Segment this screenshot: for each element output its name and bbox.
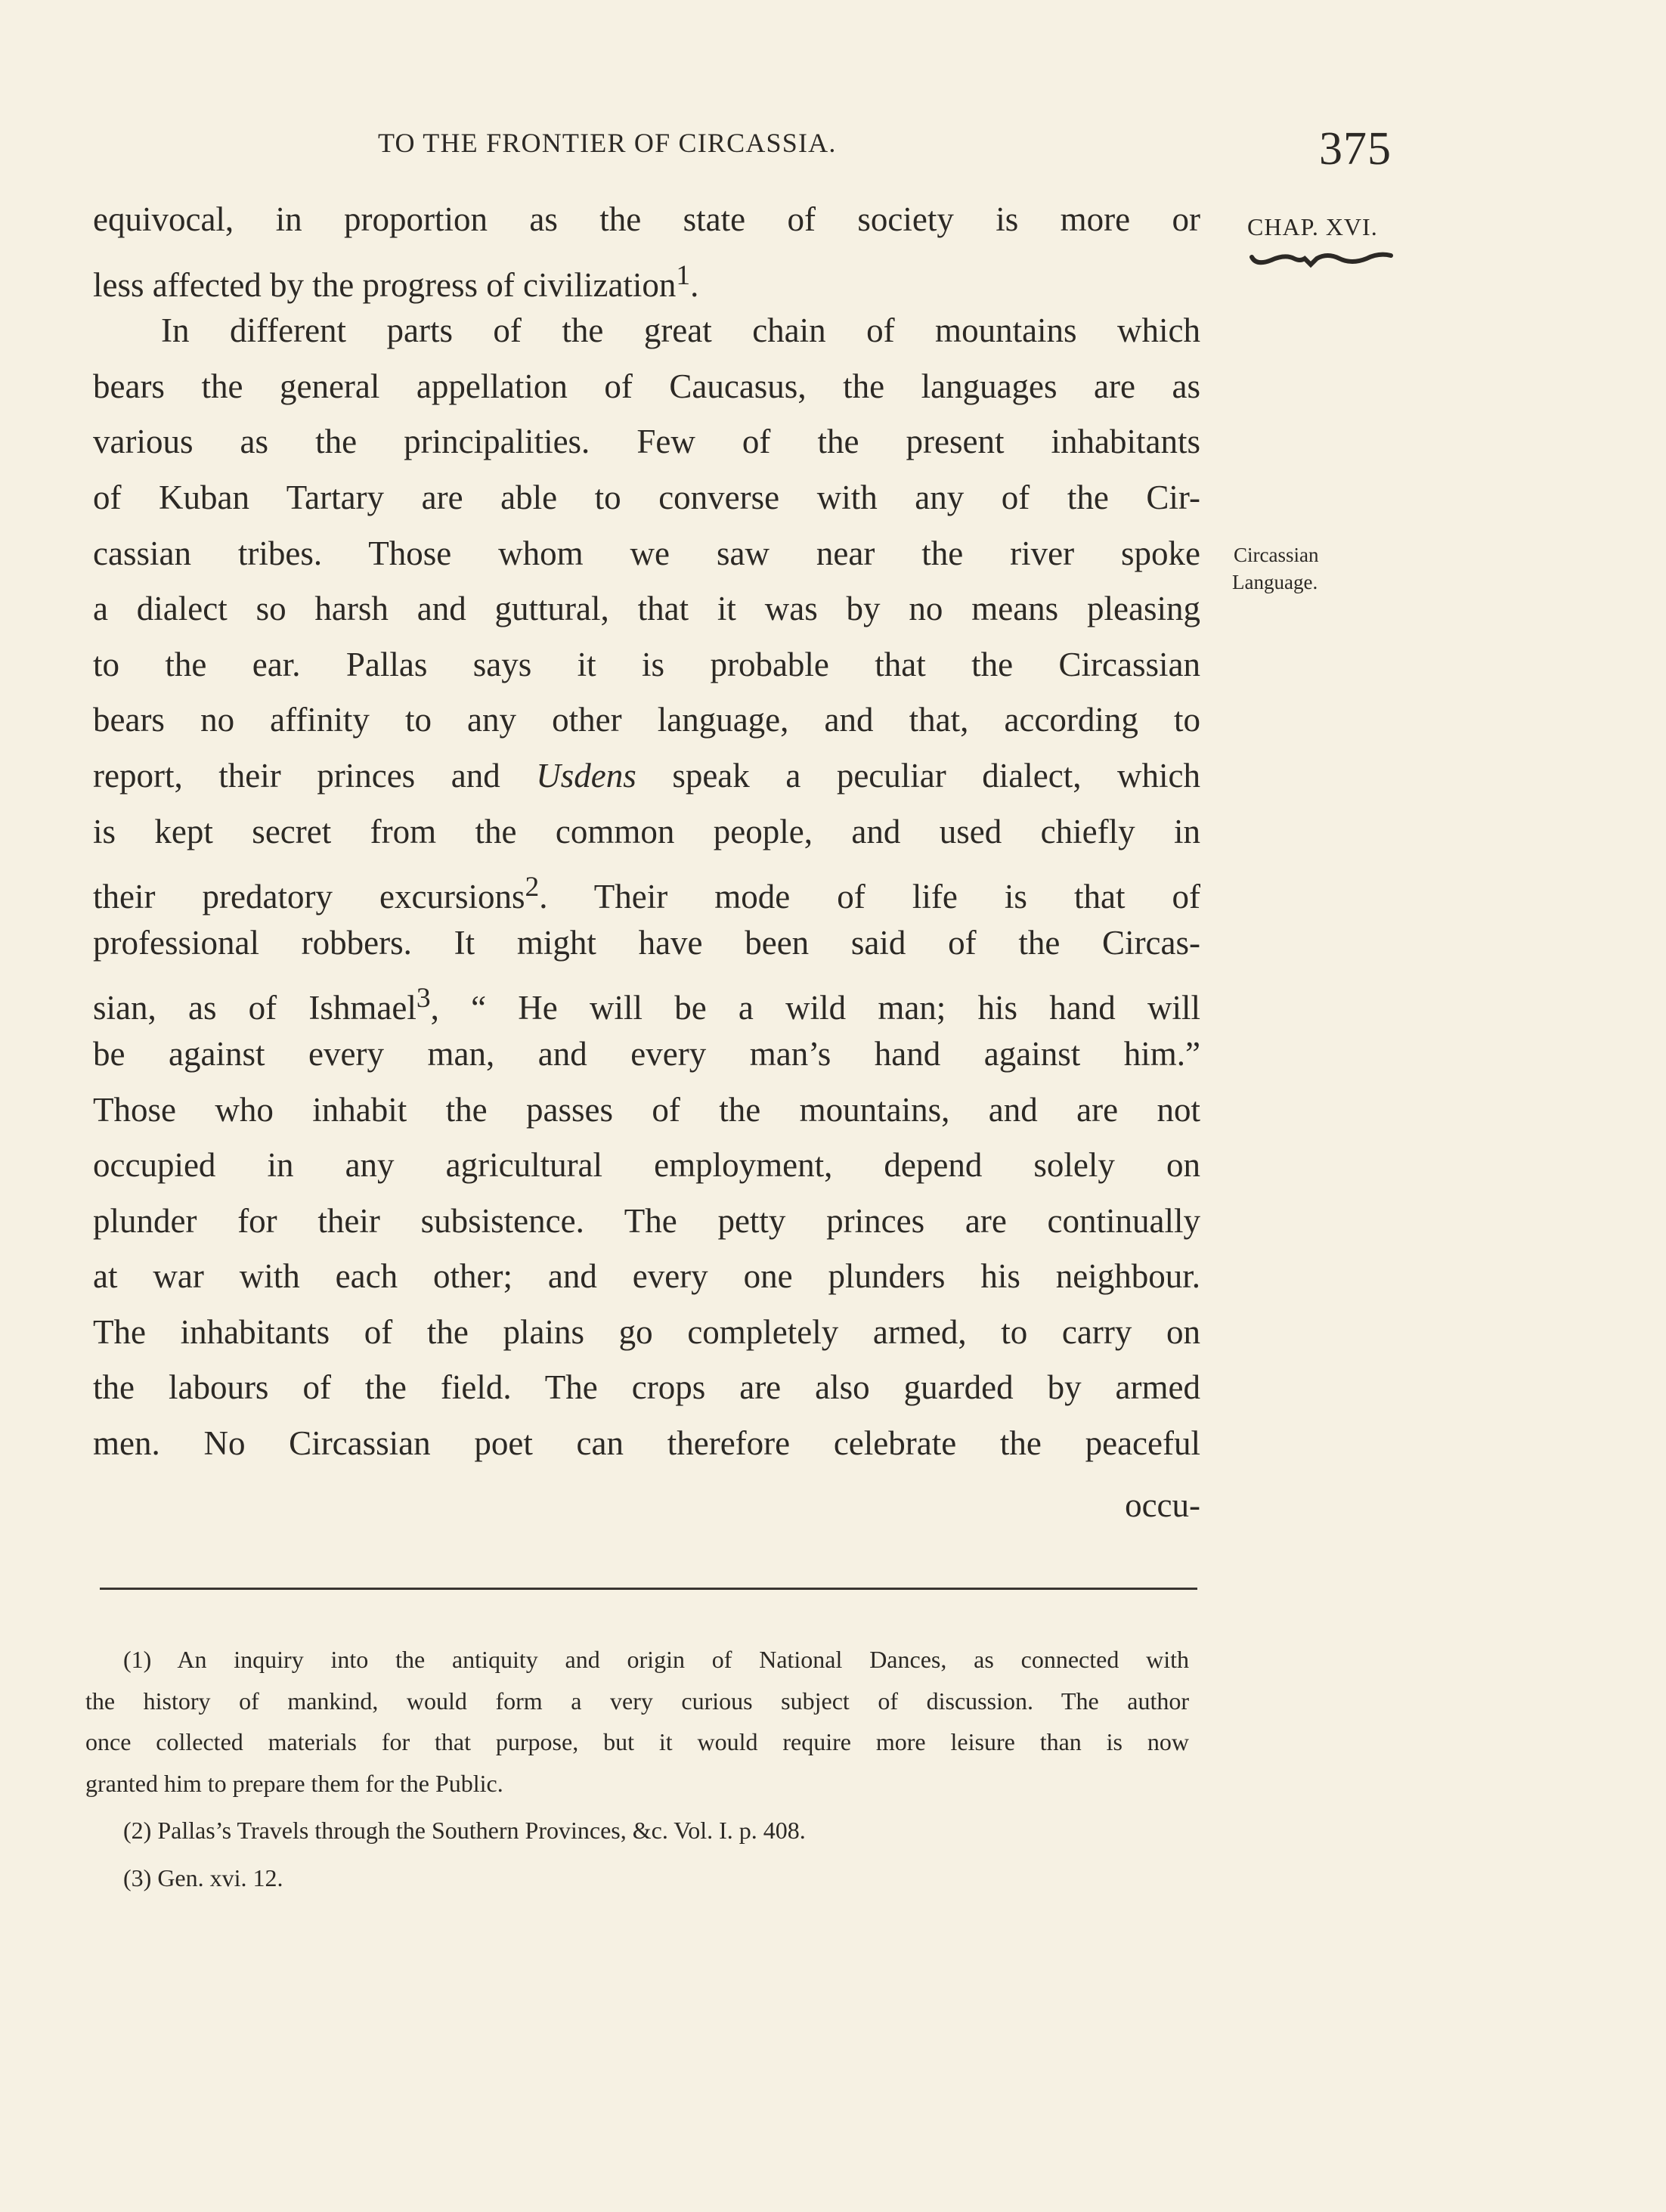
- text-line: various as the principalities. Few of the present inhabitants: [93, 423, 1200, 461]
- footnote-1: [85, 1639, 1189, 1804]
- text-line: be against every man, and every man’s hand against him.”: [93, 1034, 1200, 1073]
- text-line: [93, 248, 1200, 304]
- text-line: [93, 971, 1200, 1027]
- text-line: professional robbers. It might have been said of the Circas-: [93, 923, 1200, 962]
- page-number: 375: [1319, 123, 1392, 175]
- footnote-mark: 3: [416, 983, 431, 1015]
- text-segment: less affected by the progress of civilization: [93, 265, 677, 304]
- text-segment: sian, as of Ishmael: [93, 989, 416, 1027]
- text-line: [93, 748, 1200, 804]
- footnote-line: once collected materials for that purpose, but it would require more leisure than is now: [85, 1728, 1189, 1755]
- text-line: equivocal, in proportion as the state of society is more or: [93, 200, 1200, 238]
- text-segment: . Their mode of life is that of: [539, 878, 1200, 916]
- chapter-ornament-flourish: [1246, 249, 1397, 275]
- margin-note: [1234, 541, 1318, 596]
- chapter-label: CHAP. XVI.: [1247, 213, 1378, 240]
- margin-note-line-1: Circassian: [1234, 544, 1319, 566]
- text-segment: their predatory excursions: [93, 878, 525, 916]
- text-line: is kept secret from the common people, and used chiefly in: [93, 812, 1200, 850]
- text-line: at war with each other; and every one plunders his neighbour.: [93, 1257, 1200, 1296]
- footnote-mark: 2: [525, 872, 540, 903]
- catchword: occu-: [1125, 1486, 1200, 1524]
- text-line: a dialect so harsh and guttural, that it was by no means pleasing: [93, 590, 1200, 628]
- text-line: to the ear. Pallas says it is probable that the Circassian: [93, 645, 1200, 683]
- text-line: bears the general appellation of Caucasus, the languages are as: [93, 367, 1200, 405]
- italic-term: Usdens: [536, 756, 636, 795]
- text-line: Those who inhabit the passes of the mountains, and are not: [93, 1090, 1200, 1129]
- footnote-line: (1) An inquiry into the antiquity and origin of National Dances, as connected with: [123, 1646, 1189, 1673]
- text-line: bears no affinity to any other language, and that, according to: [93, 701, 1200, 739]
- text-line: In different parts of the great chain of mountains which: [161, 311, 1200, 350]
- margin-note-line-2: Language.: [1232, 571, 1318, 593]
- text-line: [93, 860, 1200, 915]
- body-text: [93, 192, 1200, 1533]
- text-segment: , “ He will be a wild man; his hand will: [430, 989, 1200, 1027]
- footnote-3: (3) Gen. xvi. 12.: [123, 1863, 283, 1891]
- text-line: of Kuban Tartary are able to converse with any of the Cir-: [93, 478, 1200, 516]
- text-line: the labours of the field. The crops are also guarded by armed: [93, 1368, 1200, 1407]
- footnote-2: (2) Pallas’s Travels through the Southern Provinces, &c. Vol. I. p. 408.: [123, 1817, 806, 1844]
- footnote-line: granted him to prepare them for the Public.: [85, 1769, 503, 1797]
- text-line: occupied in any agricultural employment, depend solely on: [93, 1146, 1200, 1185]
- running-head: TO THE FRONTIER OF CIRCASSIA.: [378, 128, 837, 158]
- footnotes: [85, 1639, 1189, 1898]
- text-line: men. No Circassian poet can therefore celebrate the peaceful: [93, 1424, 1200, 1463]
- footnote-rule: [100, 1588, 1197, 1590]
- text-line: The inhabitants of the plains go completely armed, to carry on: [93, 1312, 1200, 1351]
- footnote-line: the history of mankind, would form a very curious subject of discussion. The author: [85, 1687, 1189, 1715]
- footnote-mark: 1: [676, 259, 691, 291]
- text-segment: report, their princes and: [93, 756, 500, 795]
- text-segment: .: [690, 265, 699, 304]
- text-line: plunder for their subsistence. The petty princes are continually: [93, 1201, 1200, 1240]
- text-segment: speak a peculiar dialect, which: [672, 756, 1200, 795]
- text-line: cassian tribes. Those whom we saw near the river spoke: [93, 534, 1200, 572]
